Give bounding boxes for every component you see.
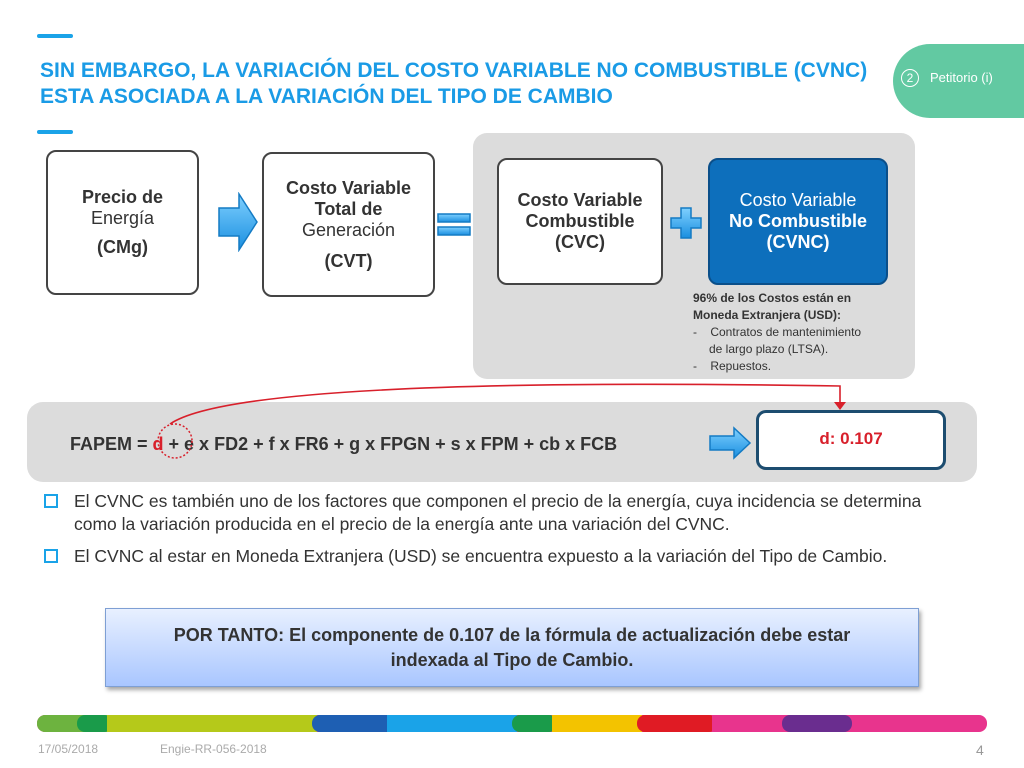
curved-arrow-head bbox=[834, 402, 846, 410]
box-cvnc-line2: No Combustible bbox=[729, 211, 867, 231]
box-cvt-line1: Costo Variable bbox=[285, 177, 412, 198]
note-item1-a: Contratos de mantenimiento bbox=[710, 325, 862, 339]
box-cvt bbox=[262, 152, 435, 297]
bullet-text-1: El CVNC es también uno de los factores que componen el precio de la energía, cuya incidencia se determina como la variación producida en el precio de la energía ante una variación del CVNC. bbox=[74, 491, 922, 534]
note-item1-b: de largo plazo (LTSA). bbox=[709, 342, 829, 356]
curved-arrow-line bbox=[170, 384, 840, 424]
arrow-right-icon-small bbox=[708, 426, 752, 460]
conclusion-lead: POR TANTO: bbox=[173, 625, 285, 645]
box-cvc-line1: Costo Variable bbox=[517, 190, 643, 210]
page-number: 4 bbox=[976, 742, 984, 758]
title-accent-top bbox=[37, 34, 73, 38]
note-item2: Repuestos. bbox=[710, 359, 772, 373]
note-dash-1: - bbox=[693, 325, 697, 339]
box-cvnc-line1: Costo Variable bbox=[739, 190, 857, 210]
box-cvc-line2: Combustible bbox=[525, 211, 635, 231]
note-line2: Moneda Extranjera (USD): bbox=[693, 308, 842, 322]
formula-d-term: d bbox=[152, 434, 164, 454]
formula-prefix: FAPEM = bbox=[70, 434, 153, 454]
footer-date: 17/05/2018 bbox=[38, 742, 99, 756]
box-cvnc-line3: (CVNC) bbox=[766, 232, 830, 252]
arrow-right-icon bbox=[217, 192, 259, 252]
bullet-item bbox=[44, 490, 964, 536]
formula-rest: + e x FD2 + f x FR6 + g x FPGN + s x FPM + cb x FCB bbox=[163, 434, 618, 454]
plus-icon bbox=[669, 206, 703, 240]
d-value-box: d: 0.107 bbox=[756, 410, 946, 470]
color-stripe bbox=[37, 715, 987, 732]
box-cmg-line3: (CMg) bbox=[97, 237, 148, 257]
badge-number: 2 bbox=[901, 69, 919, 87]
bullet-text-2: El CVNC al estar en Moneda Extranjera (USD) se encuentra expuesto a la variación del Tipo de Cambio. bbox=[74, 546, 888, 566]
box-cvc-line3: (CVC) bbox=[555, 232, 605, 252]
bullet-item bbox=[44, 545, 964, 568]
d-highlight-circle bbox=[158, 424, 192, 458]
box-cvt-line3: Generación bbox=[301, 219, 396, 240]
title-accent-bottom bbox=[37, 130, 73, 134]
usd-cost-note bbox=[693, 290, 861, 375]
box-cvc bbox=[497, 158, 663, 285]
note-dash-2: - bbox=[693, 359, 697, 373]
conclusion-text: El componente de 0.107 de la fórmula de actualización debe estar indexada al Tipo de Cambio. bbox=[284, 625, 851, 670]
badge-label: Petitorio (i) bbox=[930, 70, 993, 85]
conclusion-box bbox=[105, 608, 919, 687]
note-line1: 96% de los Costos están en bbox=[693, 291, 852, 305]
box-cvt-line4: (CVT) bbox=[324, 250, 373, 271]
bullet-list bbox=[44, 490, 964, 577]
slide-title: SIN EMBARGO, LA VARIACIÓN DEL COSTO VARIABLE NO COMBUSTIBLE (CVNC) ESTA ASOCIADA A LA VARIACIÓN DEL TIPO DE CAMBIO bbox=[40, 59, 868, 108]
box-cmg-line2: Energía bbox=[90, 208, 155, 228]
box-cmg-line1: Precio de bbox=[81, 187, 164, 207]
box-cvnc bbox=[708, 158, 888, 285]
checkbox-bullet-icon bbox=[44, 549, 58, 563]
equals-icon bbox=[436, 212, 472, 238]
footer-document-id: Engie-RR-056-2018 bbox=[160, 742, 267, 756]
box-precio-energia bbox=[46, 150, 199, 295]
checkbox-bullet-icon bbox=[44, 494, 58, 508]
box-cvt-line2: Total de bbox=[314, 198, 383, 219]
